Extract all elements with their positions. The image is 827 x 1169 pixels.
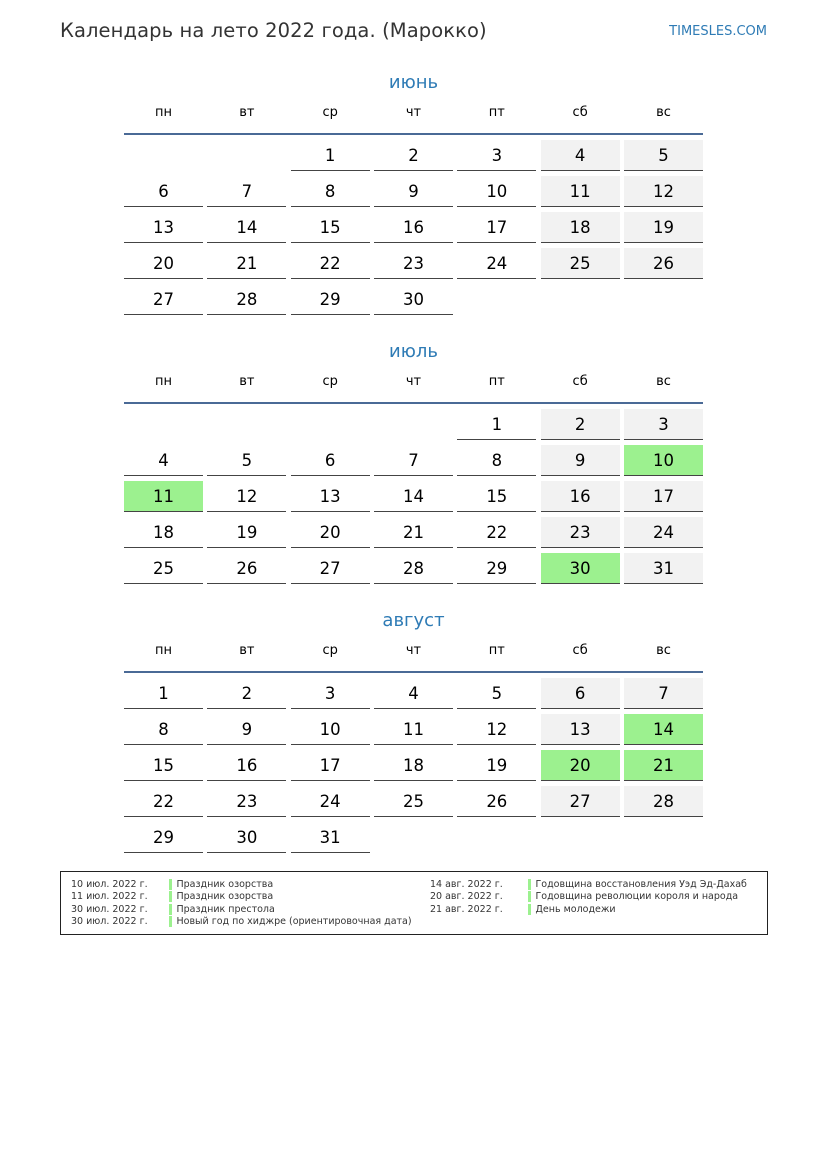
legend-holiday-name: Праздник озорства	[176, 891, 274, 903]
weekday-label: пн	[155, 374, 172, 389]
legend-date: 30 июл. 2022 г.	[71, 903, 148, 915]
day-cell[interactable]: 8	[124, 714, 203, 745]
day-cell[interactable]: 9	[374, 176, 453, 207]
day-grid	[124, 140, 703, 320]
legend-holiday-name: Годовщина революции короля и народа	[535, 891, 739, 903]
holiday-marker	[528, 891, 531, 902]
day-cell[interactable]: 5	[624, 140, 703, 171]
day-cell[interactable]: 17	[624, 481, 703, 512]
day-cell[interactable]: 26	[624, 248, 703, 279]
weekday-label: пт	[488, 374, 505, 389]
day-cell[interactable]: 9	[541, 445, 620, 476]
day-cell[interactable]: 5	[207, 445, 286, 476]
day-cell[interactable]: 16	[374, 212, 453, 243]
day-cell[interactable]: 31	[624, 553, 703, 584]
day-cell[interactable]: 23	[374, 248, 453, 279]
day-cell[interactable]: 15	[124, 750, 203, 781]
day-cell[interactable]: 28	[374, 553, 453, 584]
day-cell[interactable]: 29	[457, 553, 536, 584]
day-grid	[124, 678, 703, 858]
day-cell[interactable]: 27	[291, 553, 370, 584]
day-cell[interactable]: 18	[124, 517, 203, 548]
weekday-label: вт	[239, 105, 255, 120]
day-cell[interactable]: 21	[207, 248, 286, 279]
day-cell[interactable]: 11	[124, 481, 203, 512]
holiday-marker	[528, 879, 531, 890]
day-cell[interactable]: 25	[124, 553, 203, 584]
holiday-legend	[60, 871, 768, 935]
weekday-label: сб	[572, 374, 588, 389]
day-cell[interactable]: 26	[457, 786, 536, 817]
weekday-label: вс	[656, 105, 671, 120]
holiday-marker	[169, 916, 172, 927]
day-cell[interactable]: 24	[291, 786, 370, 817]
weekday-label: сб	[572, 105, 588, 120]
day-cell[interactable]: 2	[207, 678, 286, 709]
month-title: июнь	[388, 72, 439, 93]
legend-holiday-name: Годовщина восстановления Уэд Эд-Дахаб	[535, 878, 747, 890]
day-cell[interactable]: 19	[207, 517, 286, 548]
month-august	[124, 608, 703, 858]
day-cell[interactable]: 29	[291, 284, 370, 315]
day-cell[interactable]: 23	[541, 517, 620, 548]
weekday-label: пт	[488, 105, 505, 120]
page-title: Календарь на лето 2022 года. (Марокко)	[60, 19, 487, 42]
day-cell[interactable]: 14	[624, 714, 703, 745]
day-cell[interactable]: 11	[374, 714, 453, 745]
legend-date: 21 авг. 2022 г.	[430, 903, 503, 915]
empty-cell	[124, 140, 203, 171]
day-cell[interactable]: 3	[291, 678, 370, 709]
weekday-label: чт	[405, 374, 422, 389]
day-cell[interactable]: 28	[207, 284, 286, 315]
day-cell[interactable]: 8	[457, 445, 536, 476]
weekday-header	[124, 634, 703, 673]
day-cell[interactable]: 19	[457, 750, 536, 781]
weekday-label: пн	[155, 105, 172, 120]
day-cell[interactable]: 10	[457, 176, 536, 207]
month-july	[124, 339, 703, 589]
day-cell[interactable]: 12	[207, 481, 286, 512]
holiday-marker	[169, 879, 172, 890]
weekday-label: пн	[155, 643, 172, 658]
day-cell[interactable]: 13	[291, 481, 370, 512]
weekday-label: ср	[322, 374, 338, 389]
day-cell[interactable]: 20	[124, 248, 203, 279]
day-cell[interactable]: 13	[541, 714, 620, 745]
day-cell[interactable]: 28	[624, 786, 703, 817]
day-cell[interactable]: 31	[291, 822, 370, 853]
day-cell[interactable]: 22	[124, 786, 203, 817]
day-cell[interactable]: 10	[291, 714, 370, 745]
day-cell[interactable]: 11	[541, 176, 620, 207]
day-cell[interactable]: 4	[124, 445, 203, 476]
day-cell[interactable]: 22	[457, 517, 536, 548]
day-cell[interactable]: 27	[541, 786, 620, 817]
month-title: июль	[389, 341, 438, 362]
legend-item	[71, 891, 412, 904]
empty-cell	[374, 409, 453, 440]
empty-cell	[291, 409, 370, 440]
weekday-label: пт	[488, 643, 505, 658]
day-cell[interactable]: 15	[291, 212, 370, 243]
day-cell[interactable]: 7	[207, 176, 286, 207]
day-cell[interactable]: 29	[124, 822, 203, 853]
day-cell[interactable]: 2	[374, 140, 453, 171]
empty-cell	[207, 409, 286, 440]
weekday-label: чт	[405, 643, 422, 658]
day-cell[interactable]: 12	[624, 176, 703, 207]
day-cell[interactable]: 10	[624, 445, 703, 476]
legend-item	[430, 878, 747, 891]
day-cell[interactable]: 6	[124, 176, 203, 207]
legend-date: 30 июл. 2022 г.	[71, 916, 148, 928]
day-cell[interactable]: 20	[541, 750, 620, 781]
day-cell[interactable]: 5	[457, 678, 536, 709]
day-cell[interactable]: 9	[207, 714, 286, 745]
day-cell[interactable]: 1	[457, 409, 536, 440]
legend-holiday-name: Праздник озорства	[176, 878, 274, 890]
weekday-label: ср	[322, 105, 338, 120]
legend-date: 20 авг. 2022 г.	[430, 891, 503, 903]
day-cell[interactable]: 18	[374, 750, 453, 781]
legend-item	[430, 903, 747, 916]
legend-holiday-name: День молодежи	[535, 903, 616, 915]
day-cell[interactable]: 8	[291, 176, 370, 207]
day-cell[interactable]: 26	[207, 553, 286, 584]
day-cell[interactable]: 25	[374, 786, 453, 817]
day-cell[interactable]: 3	[624, 409, 703, 440]
legend-holiday-name: Праздник престола	[176, 903, 275, 915]
month-title: август	[382, 610, 445, 631]
day-cell[interactable]: 25	[541, 248, 620, 279]
weekday-label: вт	[239, 643, 255, 658]
day-cell[interactable]: 4	[541, 140, 620, 171]
legend-item	[71, 878, 412, 891]
holiday-marker	[528, 904, 531, 915]
day-cell[interactable]: 30	[541, 553, 620, 584]
day-cell[interactable]: 14	[374, 481, 453, 512]
legend-column-right	[430, 878, 747, 916]
day-cell[interactable]: 27	[124, 284, 203, 315]
day-cell[interactable]: 21	[374, 517, 453, 548]
day-cell[interactable]: 24	[624, 517, 703, 548]
day-cell[interactable]: 24	[457, 248, 536, 279]
day-cell[interactable]: 15	[457, 481, 536, 512]
legend-date: 10 июл. 2022 г.	[71, 878, 148, 890]
day-cell[interactable]: 18	[541, 212, 620, 243]
weekday-label: вс	[656, 374, 671, 389]
legend-item	[430, 891, 747, 904]
day-cell[interactable]: 17	[291, 750, 370, 781]
legend-column-left	[71, 878, 412, 928]
day-cell[interactable]: 30	[374, 284, 453, 315]
holiday-marker	[169, 891, 172, 902]
day-cell[interactable]: 22	[291, 248, 370, 279]
legend-date: 11 июл. 2022 г.	[71, 891, 148, 903]
legend-holiday-name: Новый год по хиджре (ориентировочная дата)	[176, 916, 412, 928]
legend-date: 14 авг. 2022 г.	[430, 878, 503, 890]
month-june	[124, 70, 703, 320]
day-cell[interactable]: 14	[207, 212, 286, 243]
day-cell[interactable]: 12	[457, 714, 536, 745]
day-cell[interactable]: 3	[457, 140, 536, 171]
day-cell[interactable]: 20	[291, 517, 370, 548]
day-cell[interactable]: 7	[624, 678, 703, 709]
day-cell[interactable]: 16	[207, 750, 286, 781]
site-link[interactable]: TIMESLES.COM	[669, 24, 767, 39]
day-cell[interactable]: 21	[624, 750, 703, 781]
day-cell[interactable]: 4	[374, 678, 453, 709]
weekday-header	[124, 365, 703, 404]
day-cell[interactable]: 2	[541, 409, 620, 440]
legend-item	[71, 916, 412, 929]
day-cell[interactable]: 6	[541, 678, 620, 709]
weekday-header	[124, 96, 703, 135]
day-cell[interactable]: 6	[291, 445, 370, 476]
empty-cell	[207, 140, 286, 171]
weekday-label: сб	[572, 643, 588, 658]
legend-item	[71, 903, 412, 916]
day-grid	[124, 409, 703, 589]
weekday-label: вс	[656, 643, 671, 658]
day-cell[interactable]: 30	[207, 822, 286, 853]
day-cell[interactable]: 1	[124, 678, 203, 709]
day-cell[interactable]: 23	[207, 786, 286, 817]
day-cell[interactable]: 1	[291, 140, 370, 171]
day-cell[interactable]: 7	[374, 445, 453, 476]
day-cell[interactable]: 17	[457, 212, 536, 243]
holiday-marker	[169, 904, 172, 915]
weekday-label: вт	[239, 374, 255, 389]
weekday-label: чт	[405, 105, 422, 120]
day-cell[interactable]: 13	[124, 212, 203, 243]
weekday-label: ср	[322, 643, 338, 658]
day-cell[interactable]: 19	[624, 212, 703, 243]
empty-cell	[124, 409, 203, 440]
day-cell[interactable]: 16	[541, 481, 620, 512]
